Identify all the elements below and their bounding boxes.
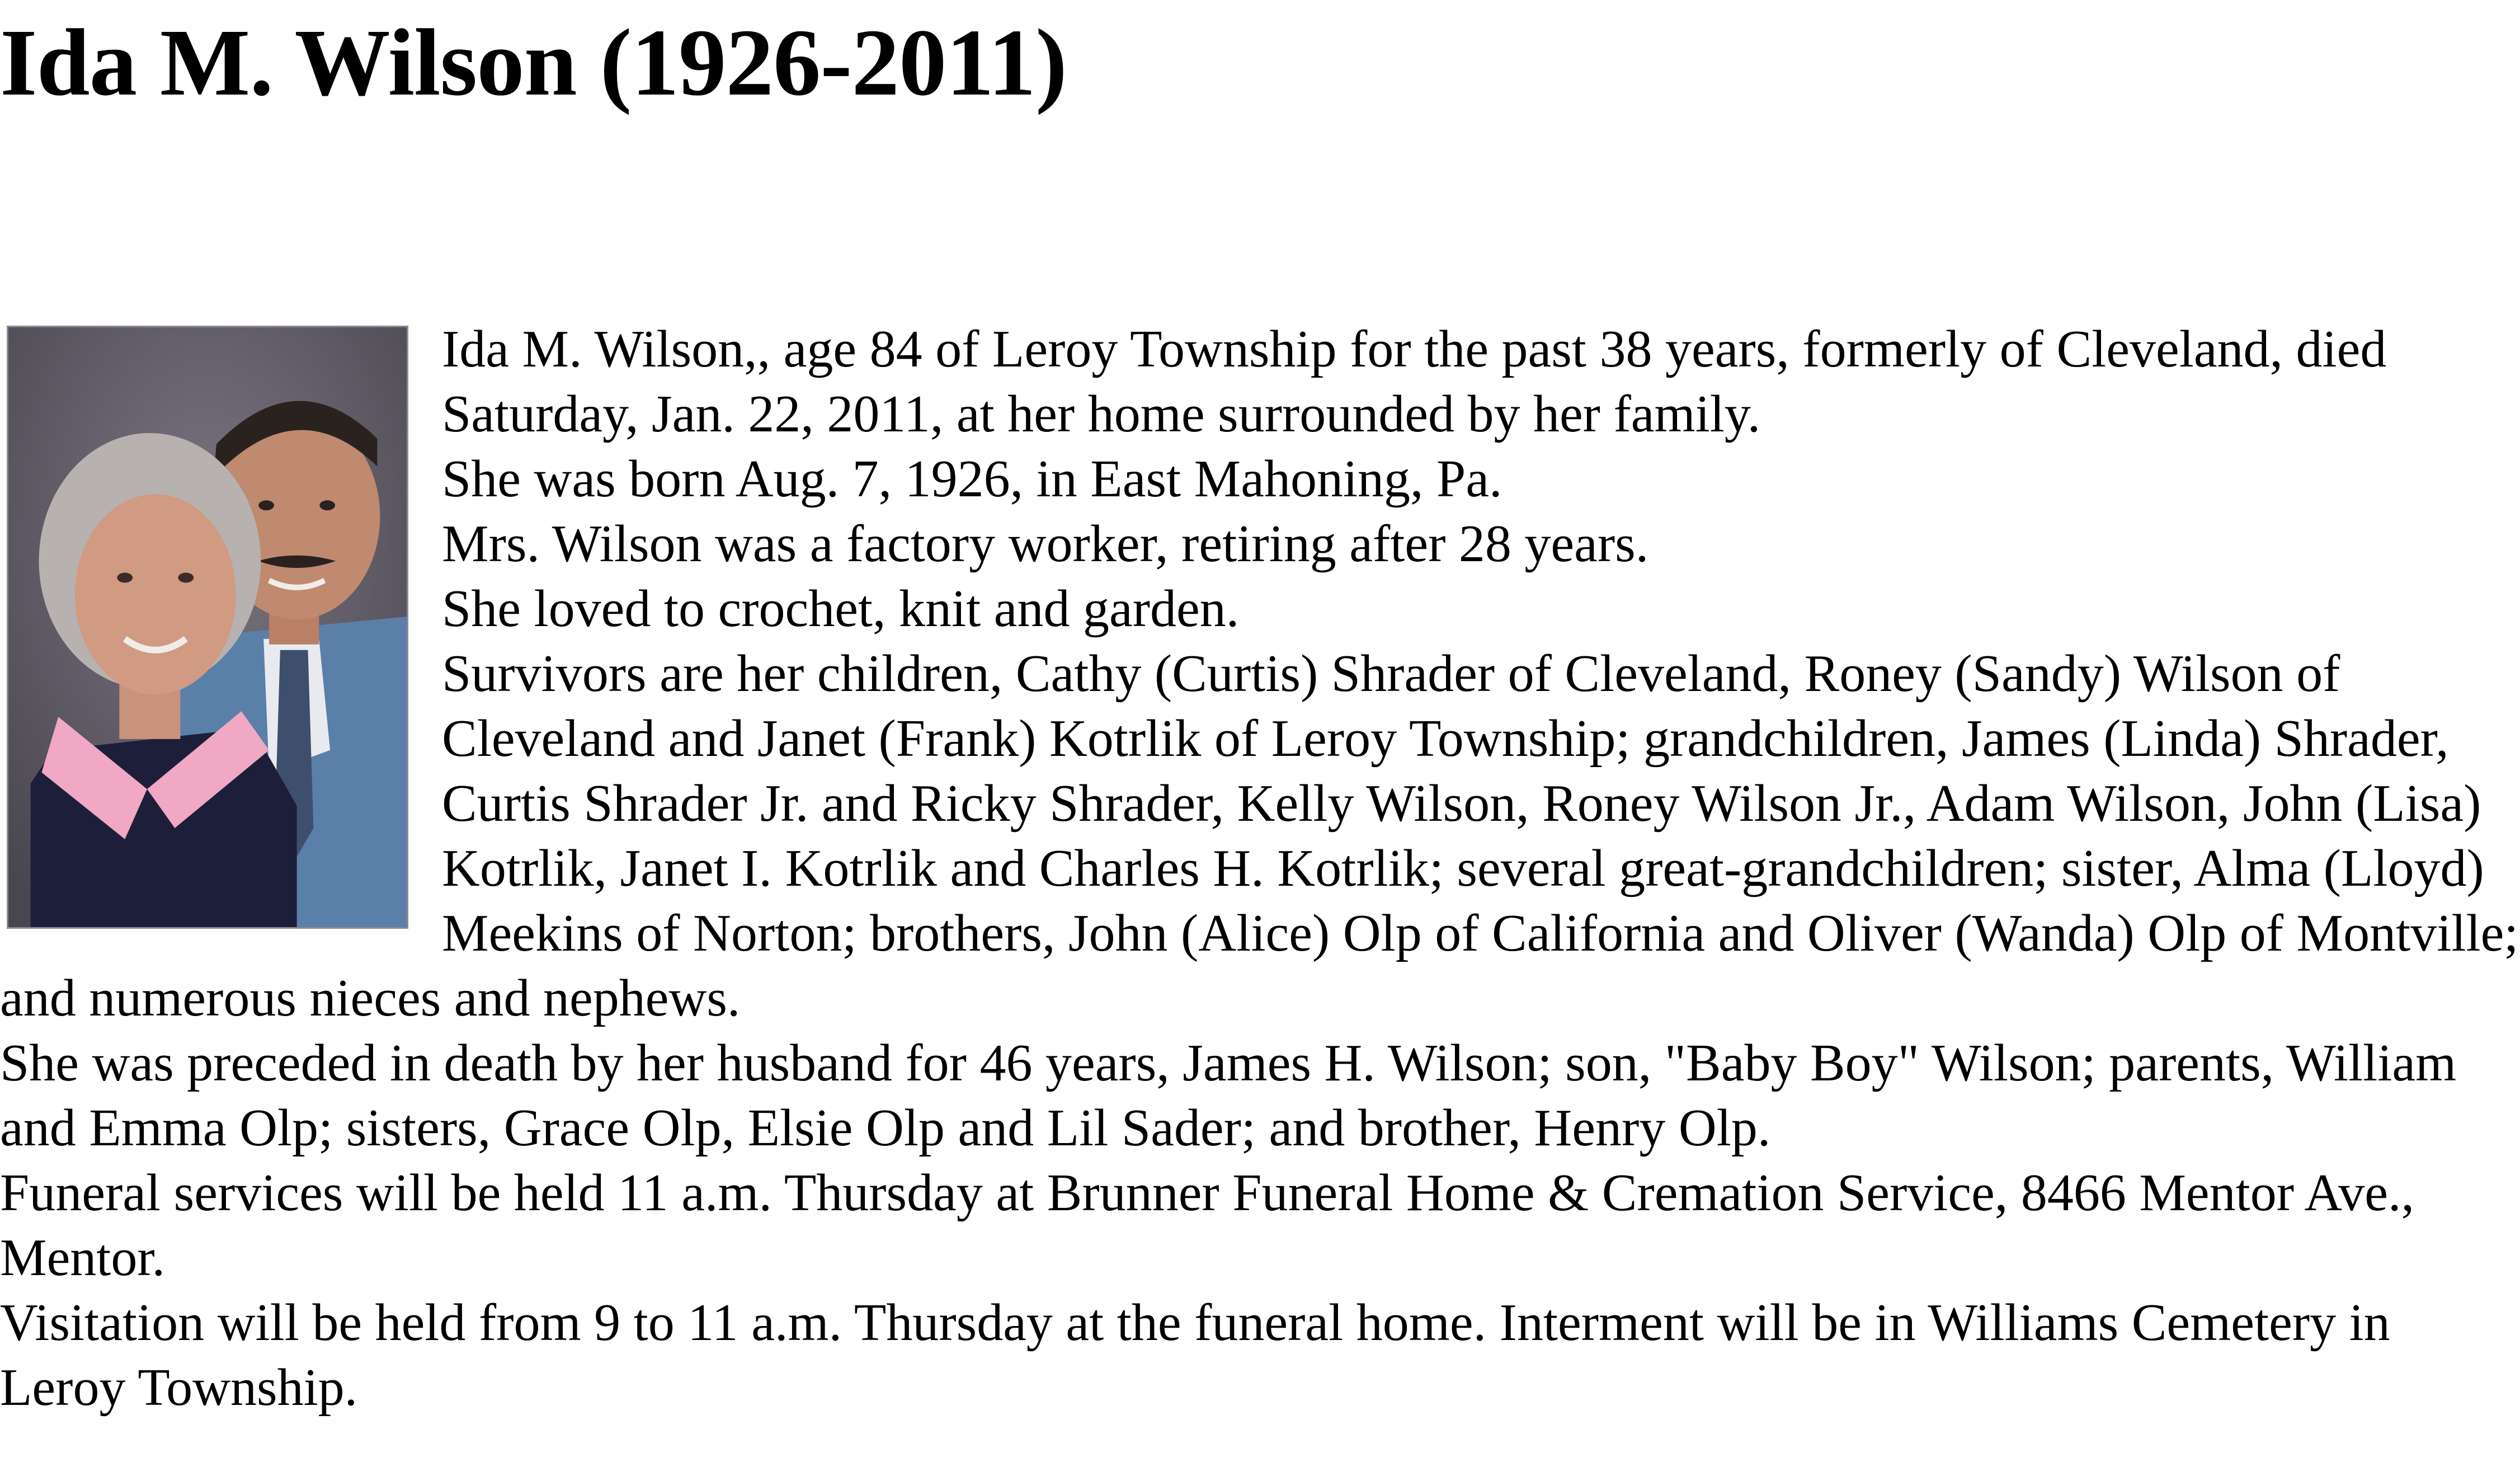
page-title: Ida M. Wilson (1926-2011) xyxy=(0,10,1067,115)
photo-wrap-spacer xyxy=(0,317,442,966)
obituary-paragraph-preceded: She was preceded in death by her husband for 46 years, James H. Wilson; son, "Baby Boy" Wilson; parents, William and Emma Olp; sisters, Grace Olp, Elsie Olp and Lil Sader; and brother, Henry Olp. xyxy=(0,1034,2457,1157)
obituary-paragraph-visitation: Visitation will be held from 9 to 11 a.m. Thursday at the funeral home. Interment will be in Williams Cemetery in Leroy Township. xyxy=(0,1294,2390,1417)
obituary-paragraph-intro: Ida M. Wilson,, age 84 of Leroy Township for the past 38 years, formerly of Cleveland, died Saturday, Jan. 22, 2011, at her home surrounded by her family. xyxy=(442,320,2387,443)
obituary-paragraph-birth: She was born Aug. 7, 1926, in East Mahoning, Pa. xyxy=(442,450,1502,508)
obituary-paragraph-career: Mrs. Wilson was a factory worker, retiring after 28 years. xyxy=(442,515,1649,573)
obituary-paragraph-hobbies: She loved to crochet, knit and garden. xyxy=(442,580,1240,638)
obituary-paragraph-survivors: Survivors are her children, Cathy (Curtis) Shrader of Cleveland, Roney (Sandy) Wilson of Cleveland and Janet (Frank) Kotrlik of Leroy Township; grandchildren, James (Linda) Shrader, Curtis Shrader Jr. and Ricky Shrader, Kelly Wilson, Roney Wilson Jr., Adam Wilson, John (Lisa) Kotrlik, Janet I. Kotrlik and Charles H. Kotrlik; several great-grandchildren; sister, Alma (Lloyd) Meekins of Norton; brothers, John (Alice) Olp of California and Oliver (Wanda) Olp of Montville; and numerous nieces and nephews. xyxy=(0,645,2519,1027)
obituary-paragraph-funeral: Funeral services will be held 11 a.m. Thursday at Brunner Funeral Home & Cremation Service, 8466 Mentor Ave., Mentor. xyxy=(0,1164,2415,1287)
obituary-body xyxy=(0,317,2520,1420)
